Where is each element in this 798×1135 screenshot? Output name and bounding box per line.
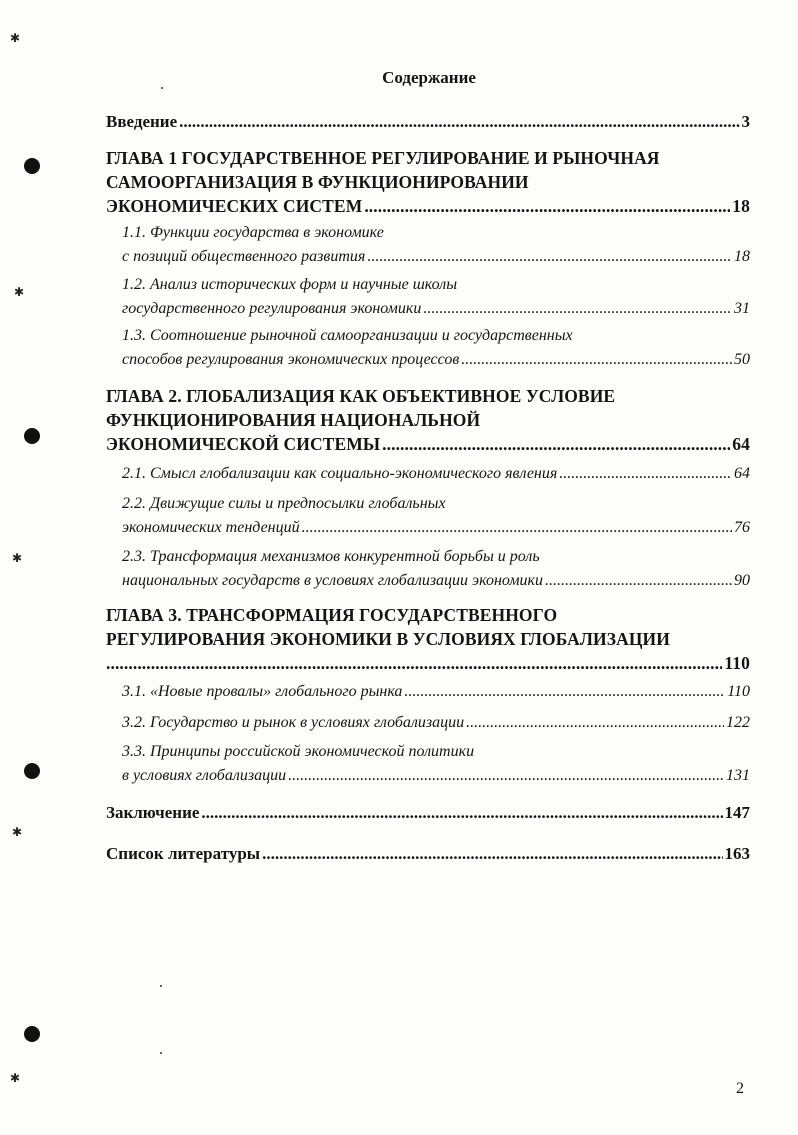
chapter-page: 110 [724,653,750,673]
section-title-line: 1.3. Соотношение рыночной самоорганизации и государственных [122,327,573,344]
chapter-title-line: ГЛАВА 1 ГОСУДАРСТВЕННОЕ РЕГУЛИРОВАНИЕ И РЫНОЧНАЯ [106,148,660,168]
section-title-line: государственного регулирования экономики [122,300,422,317]
margin-speck: ✱ [10,31,21,45]
section-title-line: экономических тенденций [122,519,300,536]
punch-hole [24,763,40,779]
entry-label: Список литературы [106,844,261,863]
toc-entry-references [106,842,750,866]
toc-section-3-3 [122,740,750,788]
entry-page: 163 [724,844,750,863]
chapter-title-line: ЭКОНОМИЧЕСКОЙ СИСТЕМЫ [106,434,381,454]
section-title-line: 2.1. Смысл глобализации как социально-экономического явления [122,465,558,482]
toc-title: Содержание [382,68,476,87]
section-title-line: с позиций общественного развития [122,248,366,265]
section-title-line: 2.3. Трансформация механизмов конкурентной борьбы и роль [122,548,540,565]
toc-section-3-2 [122,711,750,735]
chapter-title-line: ГЛАВА 3. ТРАНСФОРМАЦИЯ ГОСУДАРСТВЕННОГО [106,605,558,625]
section-title-line: 2.2. Движущие силы и предпосылки глобальных [122,495,446,512]
section-page: 110 [727,683,750,700]
section-page: 18 [734,248,750,265]
chapter-title-line: РЕГУЛИРОВАНИЯ ЭКОНОМИКИ В УСЛОВИЯХ ГЛОБАЛИЗАЦИИ [106,629,670,649]
entry-page: 147 [724,803,750,822]
margin-speck: ✱ [14,285,25,299]
section-title-line: 1.1. Функции государства в экономике [122,224,384,241]
punch-hole [24,1026,40,1042]
toc-chapter-2 [106,384,750,456]
toc-chapter-1 [106,146,750,218]
section-page: 122 [726,714,750,731]
entry-label: Введение [106,112,178,131]
section-page: 31 [734,300,750,317]
section-page: 64 [734,465,750,482]
section-title-line: в условиях глобализации [122,767,287,784]
punch-hole [24,428,40,444]
chapter-page: 64 [732,434,750,454]
chapter-page: 18 [732,196,750,216]
entry-label: Заключение [106,803,200,822]
toc-section-2-2 [122,492,750,540]
section-page: 90 [734,572,750,589]
section-page: 50 [734,351,750,368]
margin-speck: ✱ [10,1071,21,1085]
chapter-title-line: ФУНКЦИОНИРОВАНИЯ НАЦИОНАЛЬНОЙ [106,410,481,430]
chapter-title-line: ГЛАВА 2. ГЛОБАЛИЗАЦИЯ КАК ОБЪЕКТИВНОЕ УСЛОВИЕ [106,386,616,406]
section-title-line: 3.3. Принципы российской экономической политики [122,743,475,760]
margin-speck: ✱ [12,825,23,839]
toc-section-2-3 [122,545,750,593]
scan-dot [160,985,162,987]
section-page: 131 [726,767,750,784]
toc-section-1-1 [122,221,750,269]
section-title-line: национальных государств в условиях глобализации экономики [122,572,544,589]
section-title-line: способов регулирования экономических процессов [122,351,460,368]
chapter-title-line: САМООРГАНИЗАЦИЯ В ФУНКЦИОНИРОВАНИИ [106,172,529,192]
punch-hole [24,158,40,174]
section-page: 76 [734,519,750,536]
toc-section-1-3 [122,324,750,372]
toc-entry-conclusion [106,801,750,825]
toc-section-3-1 [122,680,750,704]
scan-dot [160,1052,162,1054]
toc-section-2-1 [122,462,750,486]
page-number: 2 [736,1080,744,1097]
toc-section-1-2 [122,273,750,321]
section-title-line: 3.1. «Новые провалы» глобального рынка [122,683,403,700]
entry-page: 3 [741,112,750,131]
toc-chapter-3 [106,603,750,675]
section-title-line: 3.2. Государство и рынок в условиях глобализации [122,714,465,731]
section-title-line: 1.2. Анализ исторических форм и научные школы [122,276,458,293]
margin-speck: ✱ [12,551,23,565]
toc-entry-intro [106,110,750,134]
chapter-title-line: ЭКОНОМИЧЕСКИХ СИСТЕМ [106,196,363,216]
